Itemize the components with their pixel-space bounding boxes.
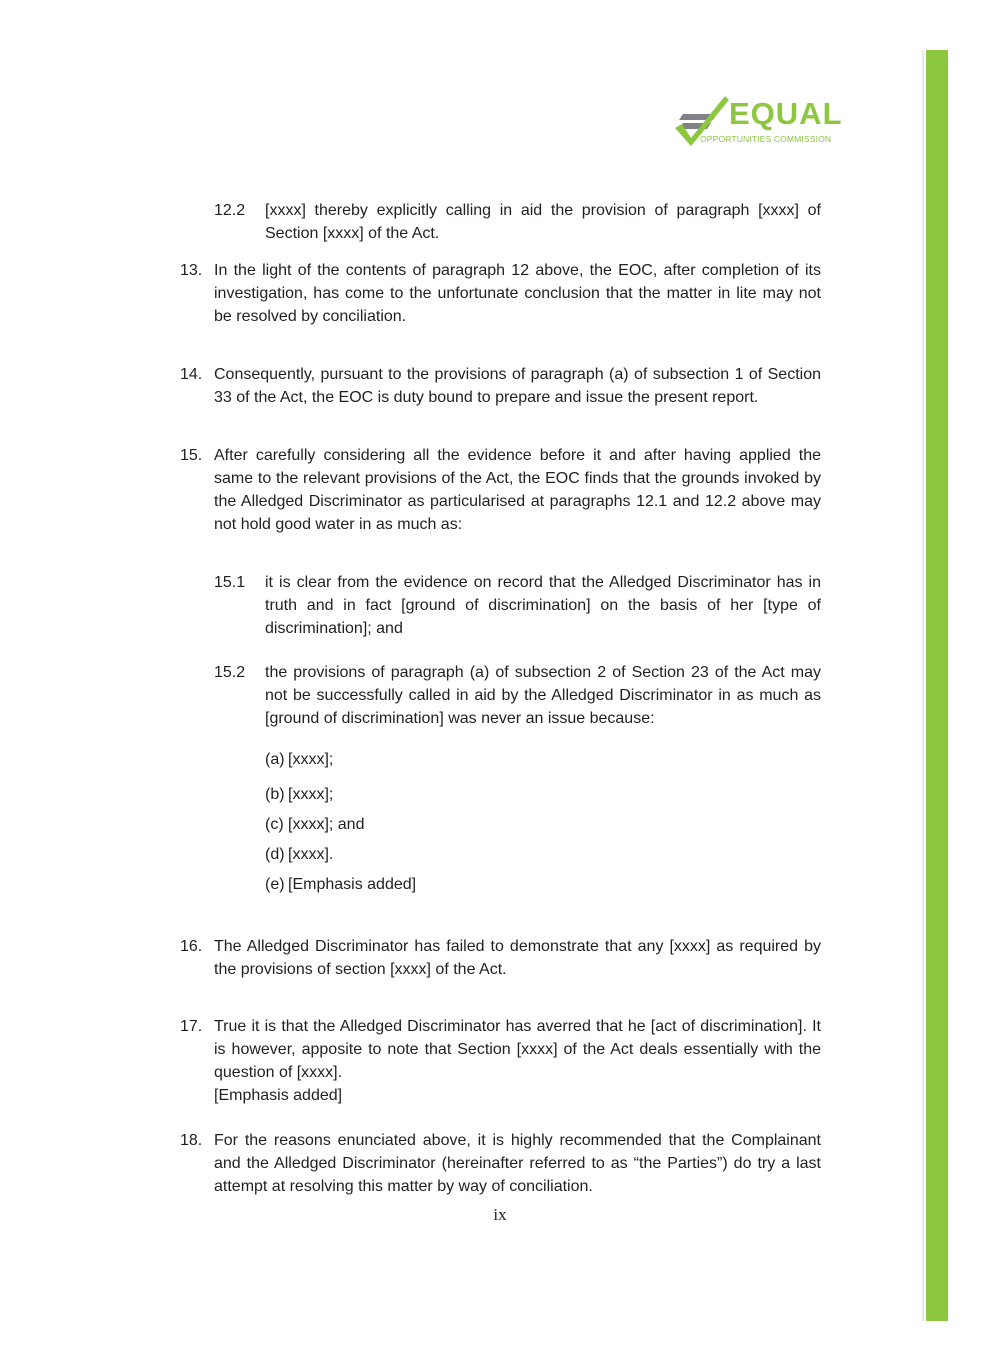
- logo-subtitle: OPPORTUNITIES COMMISSION: [700, 134, 832, 144]
- paragraph-text: Consequently, pursuant to the provisions of paragraph (a) of subsection 1 of Section 33 of the Act, the EOC is duty bound to prepare and issue the present report.: [214, 366, 821, 406]
- paragraph-text: The Alledged Discriminator has failed to demonstrate that any [xxxx] as required by the provisions of section [xxxx] of the Act.: [214, 938, 821, 978]
- paragraph-text: In the light of the contents of paragraph 12 above, the EOC, after completion of its investigation, has come to the unfortunate conclusion that the matter in lite may not be resolved by conciliation.: [214, 262, 821, 325]
- list-item-label: (b): [265, 786, 285, 803]
- paragraph-text: [xxxx] thereby explicitly calling in aid the provision of paragraph [xxxx] of Section [xxxx] of the Act.: [265, 202, 821, 242]
- paragraph-number: 16.: [180, 938, 203, 955]
- list-item-label: (d): [265, 846, 285, 863]
- eoc-logo: [673, 92, 843, 148]
- list-item-text: [xxxx];: [288, 786, 334, 803]
- list-item-text: [Emphasis added]: [288, 876, 417, 893]
- logo-wordmark: EQUAL: [729, 96, 843, 131]
- paragraph-number: 17.: [180, 1018, 203, 1035]
- sidebar-edge: [922, 50, 924, 1321]
- paragraph-number: 15.2: [214, 664, 246, 681]
- paragraph-number: 18.: [180, 1132, 203, 1149]
- list-item-label: (a): [265, 751, 285, 768]
- paragraph-number: 15.1: [214, 574, 246, 591]
- paragraph-text: After carefully considering all the evidence before it and after having applied the same to the relevant provisions of the Act, the EOC finds that the grounds invoked by the Alledged Discriminator as particularised at paragraphs 12.1 and 12.2 above may not hold good water in as much as:: [214, 447, 821, 533]
- list-item-label: (c): [265, 816, 284, 833]
- paragraph-text: True it is that the Alledged Discriminator has averred that he [act of discrimination]. It is however, apposite to note that Section [xxxx] of the Act deals essentially with the question of [xxxx].: [214, 1018, 821, 1081]
- list-item-text: [xxxx].: [288, 846, 334, 863]
- paragraph-text: the provisions of paragraph (a) of subsection 2 of Section 23 of the Act may not be successfully called in aid by the Alledged Discriminator in as much as [ground of discrimination] was never an issue because:: [265, 664, 821, 727]
- list-item-label: (e): [265, 876, 285, 893]
- paragraph-number: 15.: [180, 447, 203, 464]
- paragraph-number: 14.: [180, 366, 203, 383]
- paragraph-number: 12.2: [214, 202, 246, 219]
- page-number: ix: [493, 1205, 507, 1224]
- paragraph-text: For the reasons enunciated above, it is highly recommended that the Complainant and the Alledged Discriminator (hereinafter referred to as “the Parties”) do try a last attempt at resolving this matter by way of conciliation.: [214, 1132, 821, 1195]
- emphasis-note: [Emphasis added]: [214, 1087, 343, 1104]
- paragraph-number: 13.: [180, 262, 203, 279]
- paragraph-text: it is clear from the evidence on record that the Alledged Discriminator has in truth and in fact [ground of discrimination] on the basis of her [type of discrimination]; and: [265, 574, 821, 637]
- list-item-text: [xxxx];: [288, 751, 334, 768]
- list-item-text: [xxxx]; and: [288, 816, 365, 833]
- green-sidebar: [926, 50, 948, 1321]
